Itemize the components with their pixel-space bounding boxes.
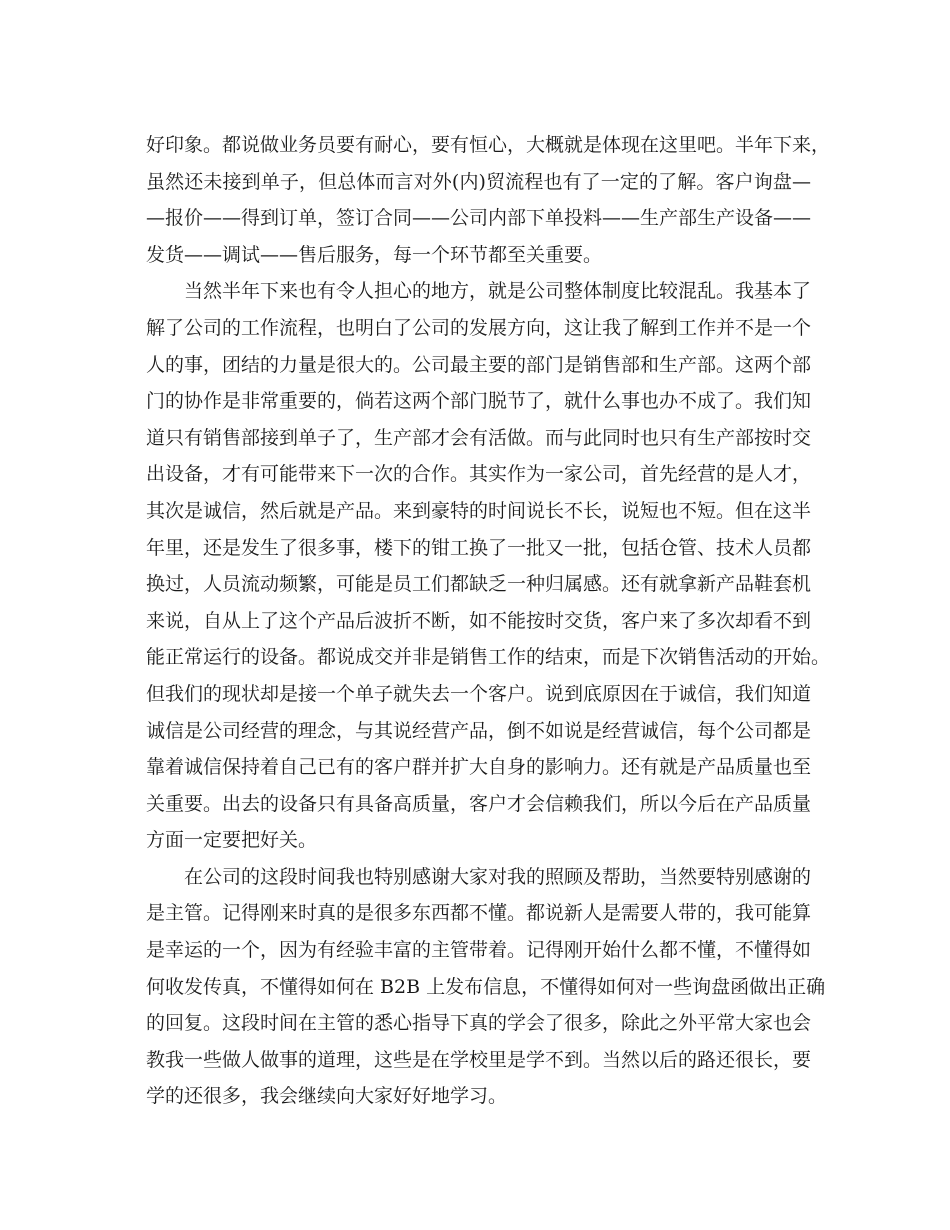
text-line: 年里，还是发生了很多事，楼下的钳工换了一批又一批，包括仓管、技术人员都 (146, 536, 812, 559)
text-line: 教我一些做人做事的道理，这些是在学校里是学不到。当然以后的路还很长，要 (146, 1048, 812, 1071)
text-line: 在公司的这段时间我也特别感谢大家对我的照顾及帮助，当然要特别感谢的 (184, 865, 812, 888)
text-line: 能正常运行的设备。都说成交并非是销售工作的结束，而是下次销售活动的开始。 (146, 646, 831, 669)
text-line: 靠着诚信保持着自己已有的客户群并扩大自身的影响力。还有就是产品质量也至 (146, 756, 812, 779)
text-line: 当然半年下来也有令人担心的地方，就是公司整体制度比较混乱。我基本了 (184, 280, 812, 303)
text-line: 关重要。出去的设备只有具备高质量，客户才会信赖我们，所以今后在产品质量 (146, 792, 812, 815)
text-line: —报价——得到订单，签订合同——公司内部下单投料——生产部生产设备—— (146, 207, 812, 230)
text-line: 方面一定要把好关。 (146, 829, 318, 852)
text-line: 是幸运的一个，因为有经验丰富的主管带着。记得刚开始什么都不懂，不懂得如 (146, 939, 812, 962)
text-line: 其次是诚信，然后就是产品。来到豪特的时间说长不长，说短也不短。但在这半 (146, 499, 812, 522)
text-line: 门的协作是非常重要的，倘若这两个部门脱节了，就什么事也办不成了。我们知 (146, 390, 812, 413)
text-line: 诚信是公司经营的理念，与其说经营产品，倒不如说是经营诚信，每个公司都是 (146, 719, 812, 742)
text-line: 道只有销售部接到单子了，生产部才会有活做。而与此同时也只有生产部按时交 (146, 426, 812, 449)
text-line: 是主管。记得刚来时真的是很多东西都不懂。都说新人是需要人带的，我可能算 (146, 902, 812, 925)
text-line: 换过，人员流动频繁，可能是员工们都缺乏一种归属感。还有就拿新产品鞋套机 (146, 573, 812, 596)
text-line: 解了公司的工作流程，也明白了公司的发展方向，这让我了解到工作并不是一个 (146, 316, 812, 339)
text-line: 何收发传真，不懂得如何在 B2B 上发布信息，不懂得如何对一些询盘函做出正确 (146, 975, 826, 998)
text-line: 好印象。都说做业务员要有耐心，要有恒心，大概就是体现在这里吧。半年下来， (146, 134, 831, 156)
document-body (146, 127, 831, 1115)
text-line: 出设备，才有可能带来下一次的合作。其实作为一家公司，首先经营的是人才， (146, 463, 812, 486)
text-line: 人的事，团结的力量是很大的。公司最主要的部门是销售部和生产部。这两个部 (146, 353, 812, 376)
text-line: 来说，自从上了这个产品后波折不断，如不能按时交货，客户来了多次却看不到 (146, 609, 812, 632)
paragraph (146, 127, 831, 273)
text-line: 学的还很多，我会继续向大家好好地学习。 (146, 1085, 508, 1108)
text-line: 发货——调试——售后服务，每一个环节都至关重要。 (146, 243, 603, 266)
text-line: 的回复。这段时间在主管的悉心指导下真的学会了很多，除此之外平常大家也会 (146, 1012, 812, 1035)
paragraph (146, 273, 831, 859)
text-line: 虽然还未接到单子，但总体而言对外(内)贸流程也有了一定的了解。客户询盘— (146, 170, 811, 193)
text-line: 但我们的现状却是接一个单子就失去一个客户。说到底原因在于诚信，我们知道 (146, 682, 812, 705)
paragraph (146, 859, 826, 1115)
